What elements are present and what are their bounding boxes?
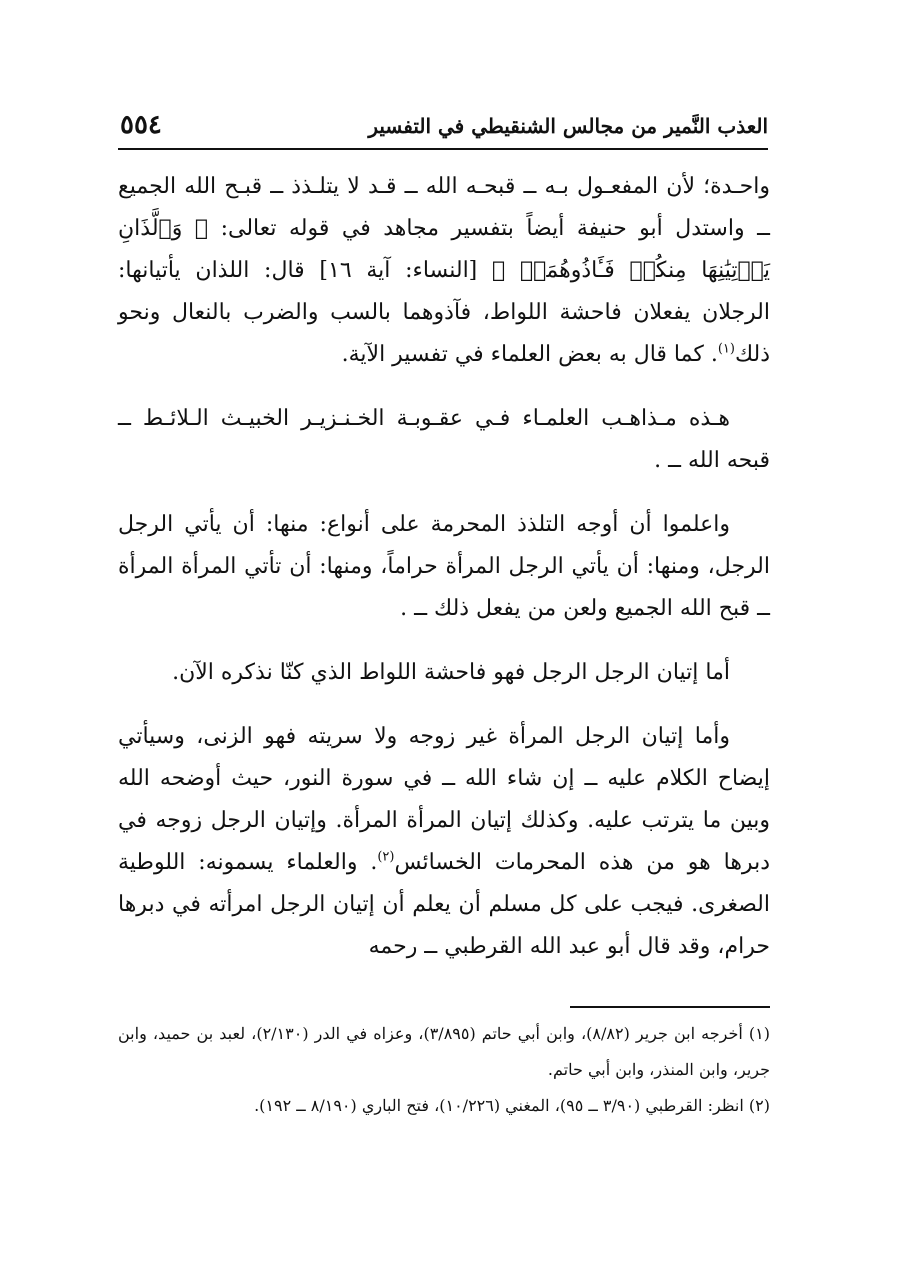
paragraph-5-text-a: وأما إتيان الرجل المرأة غير زوجه ولا سريته فهو الزنى، وسيأتي إيضاح الكلام عليه ــ إن شاء الله ــ في سورة النور، حيث أوضحه الله وبين ما يترتب عليه. وكذلك إتيان المرأة المرأة. وإتيان الرجل زوجه في دبرها هو من هذه المحرمات الخسائس [118,724,770,875]
paragraph-5-text-b: . والعلماء يسمونه: اللوطية الصغرى. فيجب على كل مسلم أن يعلم أن إتيان الرجل امرأته في دبرها حرام، وقد قال أبو عبد الله القرطبي ــ رحمه [118,850,770,959]
footnote-divider [570,1006,770,1008]
paragraph-2: هـذه مـذاهـب العلمـاء فـي عقـوبـة الخـنـزيـر الخبيـث الـلائـط ــ قبحه الله ــ . [118,406,770,473]
main-text [118,166,770,990]
paragraph-3: واعلموا أن أوجه التلذذ المحرمة على أنواع: منها: أن يأتي الرجل الرجل، ومنها: أن يأتي الرجل المرأة حراماً، ومنها: أن تأتي المرأة المرأة ــ قبح الله الجميع ولعن من يفعل ذلك ــ . [118,512,770,621]
page-header [118,108,768,150]
running-title: العذب النَّمير من مجالس الشنقيطي في التفسير [368,114,768,138]
paragraph-1 [118,166,770,376]
footnote-1: (١) أخرجه ابن جرير (٨/٨٢)، وابن أبي حاتم (٣/٨٩٥)، وعزاه في الدر (٢/١٣٠)، لعبد بن حميد، وابن جرير، وابن المنذر، وابن أبي حاتم. [118,1024,770,1079]
paragraph-4: أما إتيان الرجل الرجل فهو فاحشة اللواط الذي كنّا نذكره الآن. [172,660,730,685]
paragraph-1-text-b: [النساء: آية ١٦] قال: اللذان يأتيانها: الرجلان يفعلان فاحشة اللواط، فآذوهما بالسب والضرب بالنعال ونحو ذلك [118,258,770,367]
paragraph-5 [118,716,770,968]
quran-verse: ﴿ وَٱلَّذَانِ يَأۡتِيَٰنِهَا مِنكُمۡ فَـَٔاذُوهُمَاۖ ﴾ [118,216,771,283]
footnotes [118,1016,770,1124]
page-number: ٥٥٤ [120,110,162,140]
paragraph-1-text-c: . كما قال به بعض العلماء في تفسير الآية. [341,342,718,367]
footnote-ref-2: (٢) [377,849,395,865]
paragraph-1-text-a: واحـدة؛ لأن المفعـول بـه ــ قبحـه الله ــ قـد لا يتلـذذ ــ قبـح الله الجميع ــ واستدل أبو حنيفة أيضاً بتفسير مجاهد في قوله تعالى: [118,174,770,241]
footnote-2: (٢) انظر: القرطبي (٣/٩٠ ــ ٩٥)، المغني (١٠/٢٢٦)، فتح الباري (٨/١٩٠ ــ ١٩٢). [254,1096,770,1115]
footnote-ref-1: (١) [717,341,735,357]
